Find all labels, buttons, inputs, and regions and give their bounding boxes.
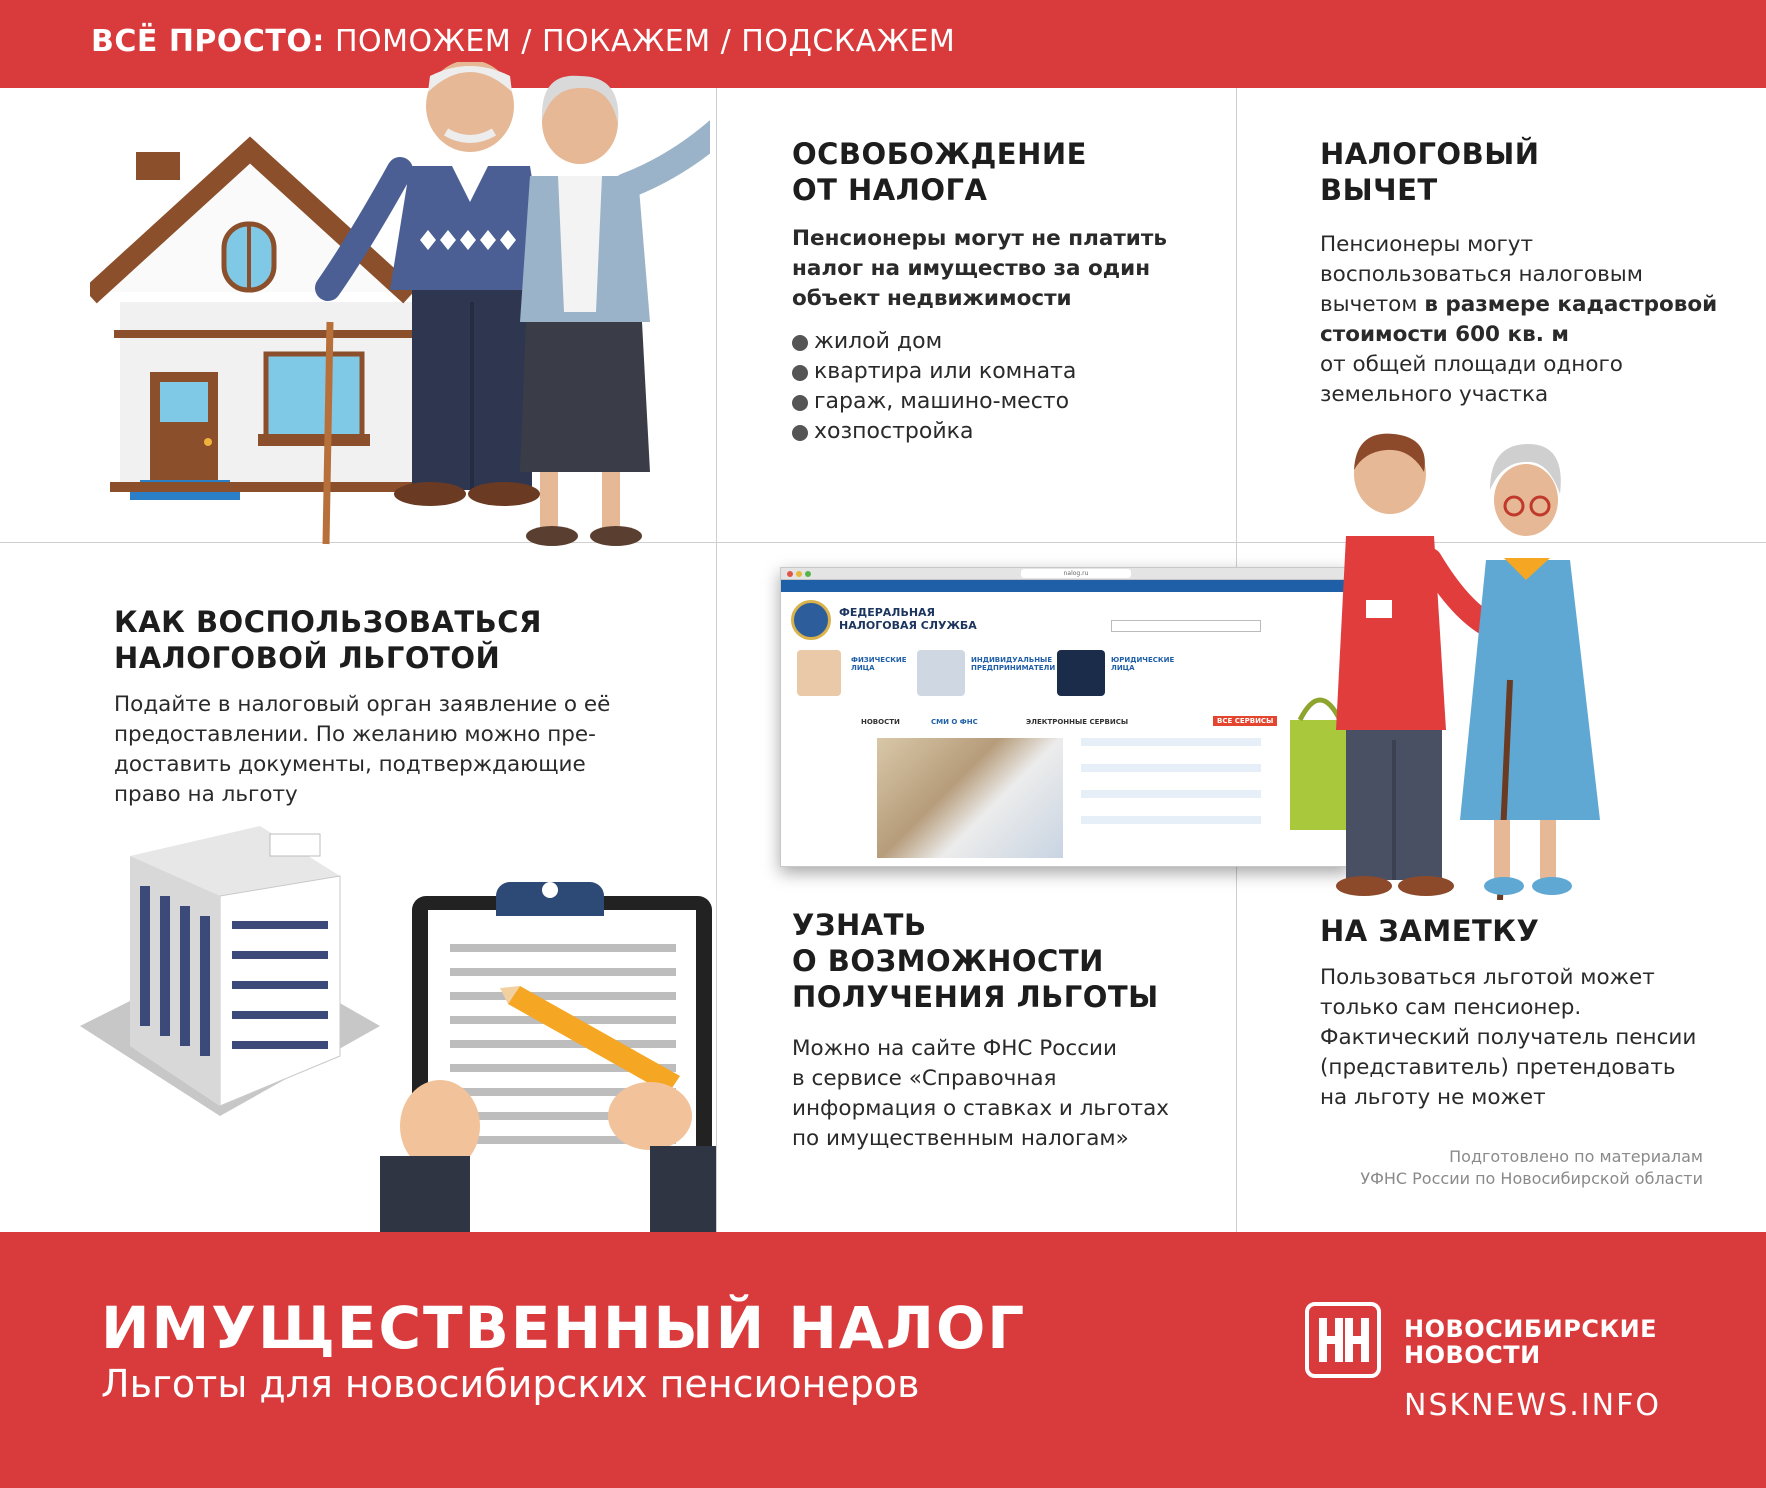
- note-line2: только сам пенсионер.: [1320, 995, 1582, 1020]
- howto-line3: доставить документы, подтверждающие: [114, 752, 586, 777]
- person-photo-2: [917, 650, 965, 696]
- note-line3: Фактический получатель пенсии: [1320, 1025, 1697, 1050]
- howto-line4: право на льготу: [114, 782, 298, 807]
- note-line1: Пользоваться льготой может: [1320, 965, 1655, 990]
- brand-name: [1404, 1316, 1657, 1368]
- exemption-title: [792, 136, 1087, 208]
- credit-line1: Подготовлено по материалам: [1449, 1147, 1703, 1166]
- browser-toolbar: [781, 568, 1349, 580]
- deduction-title-line1: НАЛОГОВЫЙ: [1320, 137, 1540, 171]
- site-search-input[interactable]: [1111, 620, 1261, 632]
- note-line4: (представитель) претендовать: [1320, 1055, 1676, 1080]
- page-subtitle: Льготы для новосибирских пенсионеров: [101, 1362, 920, 1406]
- list-item: гараж, машино-место: [792, 387, 1076, 417]
- howto-line1: Подайте в налоговый орган заявление о её: [114, 692, 611, 717]
- tab-smi[interactable]: СМИ О ФНС: [931, 718, 978, 726]
- fns-emblem-icon: [791, 600, 831, 640]
- deduction-line5: от общей площади одного: [1320, 352, 1623, 377]
- fns-org-name: [839, 606, 977, 632]
- howto-line2: предоставлении. По желанию можно пре-: [114, 722, 596, 747]
- service-item[interactable]: [1081, 790, 1261, 798]
- fns-website-screenshot: [780, 567, 1350, 867]
- exemption-lead-line1: Пенсионеры могут не платить: [792, 226, 1167, 251]
- footer-banner: [0, 1232, 1766, 1488]
- divider-vertical-1: [716, 88, 717, 1232]
- howto-title-line2: НАЛОГОВОЙ ЛЬГОТОЙ: [114, 641, 501, 675]
- exemption-list: [792, 327, 1076, 447]
- deduction-line6: земельного участка: [1320, 382, 1549, 407]
- deduction-title: [1320, 136, 1540, 208]
- note-text: [1320, 963, 1696, 1113]
- exemption-lead-line2: налог на имущество за один: [792, 256, 1151, 281]
- nn-logo-icon[interactable]: [1305, 1302, 1381, 1378]
- browser-maximize-dot-icon: [805, 571, 811, 577]
- source-credit: [1360, 1146, 1703, 1190]
- learn-line4: по имущественным налогам»: [792, 1126, 1129, 1151]
- category-companies[interactable]: ЮРИДИЧЕСКИЕ ЛИЦА: [1111, 656, 1175, 672]
- learn-line2: в сервисе «Справочная: [792, 1066, 1057, 1091]
- fns-org-line2: НАЛОГОВАЯ СЛУЖБА: [839, 619, 977, 632]
- person-photo-1: [797, 650, 841, 696]
- brand-line2: НОВОСТИ: [1404, 1341, 1541, 1369]
- learn-title-line1: УЗНАТЬ: [792, 908, 927, 942]
- browser-minimize-dot-icon: [796, 571, 802, 577]
- learn-title: [792, 907, 1159, 1015]
- note-line5: на льготу не может: [1320, 1085, 1546, 1110]
- all-services-button[interactable]: ВСЕ СЕРВИСЫ: [1213, 716, 1277, 726]
- deduction-line3-bold: в размере кадастровой: [1424, 292, 1718, 317]
- news-image: [877, 738, 1063, 858]
- deduction-title-line2: ВЫЧЕТ: [1320, 173, 1438, 207]
- service-item[interactable]: [1081, 816, 1261, 824]
- learn-text: [792, 1034, 1169, 1154]
- site-url[interactable]: NSKNEWS.INFO: [1404, 1388, 1661, 1423]
- site-top-nav: [781, 580, 1349, 592]
- tab-news[interactable]: НОВОСТИ: [861, 718, 900, 726]
- exemption-title-line1: ОСВОБОЖДЕНИЕ: [792, 137, 1087, 171]
- note-title: НА ЗАМЕТКУ: [1320, 914, 1540, 948]
- howto-title: [114, 604, 542, 676]
- services-list: [1081, 738, 1261, 848]
- exemption-lead: [792, 224, 1167, 314]
- deduction-line3-plain: вычетом: [1320, 292, 1425, 317]
- category-individuals[interactable]: ФИЗИЧЕСКИЕ ЛИЦА: [851, 656, 907, 672]
- deduction-line3: [1320, 290, 1717, 320]
- learn-line1: Можно на сайте ФНС России: [792, 1036, 1117, 1061]
- howto-title-line1: КАК ВОСПОЛЬЗОВАТЬСЯ: [114, 605, 542, 639]
- deduction-line4-bold: стоимости 600 кв. м: [1320, 322, 1569, 347]
- list-item: хозпостройка: [792, 417, 1076, 447]
- learn-title-line3: ПОЛУЧЕНИЯ ЛЬГОТЫ: [792, 980, 1159, 1014]
- learn-title-line2: О ВОЗМОЖНОСТИ: [792, 944, 1104, 978]
- deduction-text: [1320, 230, 1717, 410]
- tagline: [91, 24, 955, 59]
- person-photo-3: [1057, 650, 1105, 696]
- exemption-title-line2: ОТ НАЛОГА: [792, 173, 988, 207]
- credit-line2: УФНС России по Новосибирской области: [1360, 1169, 1703, 1188]
- learn-line3: информация о ставках и льготах: [792, 1096, 1169, 1121]
- exemption-lead-line3: объект недвижимости: [792, 286, 1072, 311]
- list-item: жилой дом: [792, 327, 1076, 357]
- browser-url-bar: nalog.ru: [1021, 569, 1131, 578]
- building-and-clipboard-illustration: [80, 826, 716, 1232]
- list-item: квартира или комната: [792, 357, 1076, 387]
- deduction-line1: Пенсионеры могут: [1320, 232, 1534, 257]
- fns-org-line1: ФЕДЕРАЛЬНАЯ: [839, 606, 936, 619]
- brand-line1: НОВОСИБИРСКИЕ: [1404, 1315, 1658, 1343]
- page-title: ИМУЩЕСТВЕННЫЙ НАЛОГ: [101, 1294, 1027, 1362]
- tab-services[interactable]: ЭЛЕКТРОННЫЕ СЕРВИСЫ: [1026, 718, 1129, 726]
- deduction-line2: воспользоваться налоговым: [1320, 262, 1643, 287]
- howto-text: [114, 690, 610, 810]
- volunteer-and-grandmother-illustration: [1290, 430, 1630, 900]
- service-item[interactable]: [1081, 738, 1261, 746]
- tagline-rest: ПОМОЖЕМ / ПОКАЖЕМ / ПОДСКАЖЕМ: [334, 24, 956, 59]
- tagline-bold: ВСЁ ПРОСТО:: [91, 24, 325, 59]
- nn-logo-mark-icon: [1309, 1306, 1377, 1374]
- browser-close-dot-icon: [787, 571, 793, 577]
- house-and-elderly-couple-illustration: [90, 62, 710, 550]
- category-entrepreneurs[interactable]: ИНДИВИДУАЛЬНЫЕ ПРЕДПРИНИМАТЕЛИ: [971, 656, 1056, 672]
- service-item[interactable]: [1081, 764, 1261, 772]
